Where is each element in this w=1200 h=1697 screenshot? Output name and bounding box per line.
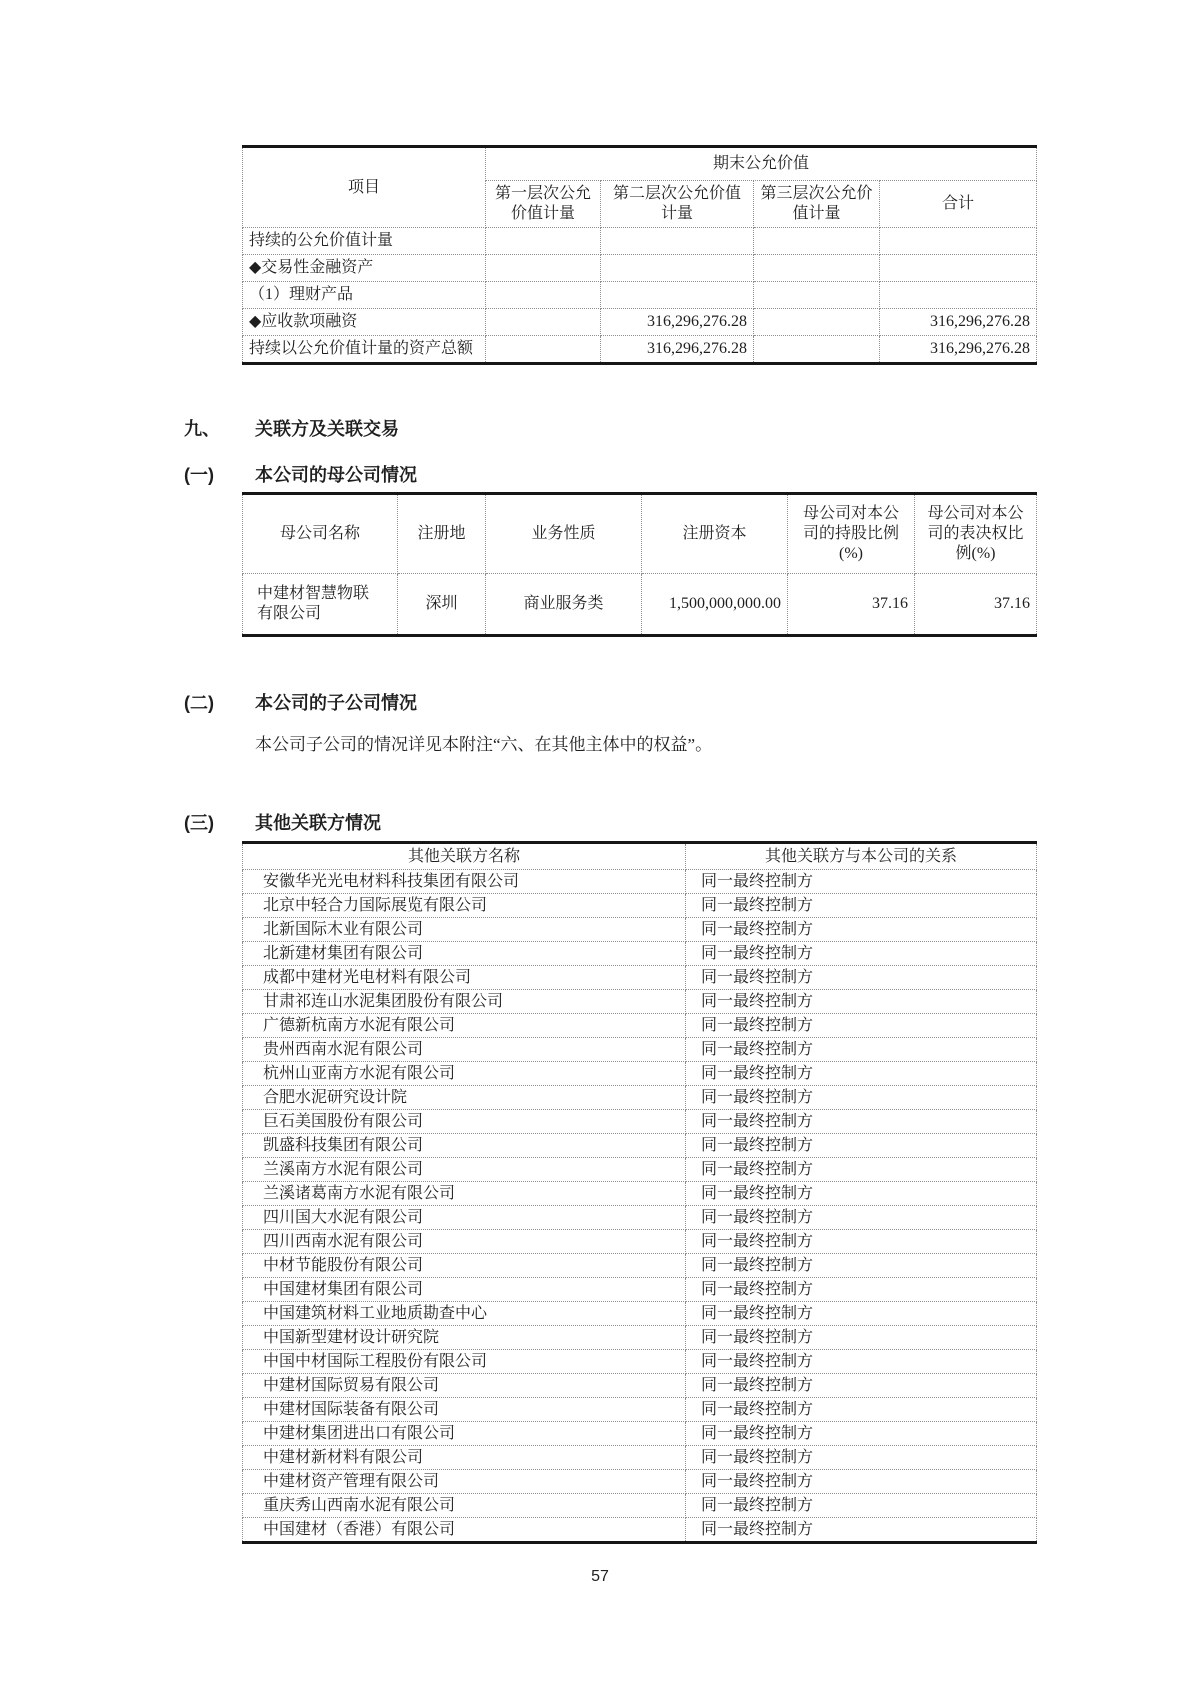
table-row	[243, 228, 1037, 255]
related-party-relation-cell: 同一最终控制方	[686, 894, 1037, 918]
section-two-number: (二)	[184, 693, 214, 713]
value-cell	[880, 228, 1037, 255]
row-label-cell: ◆交易性金融资产	[243, 255, 486, 282]
table-row	[243, 942, 1037, 966]
related-party-name-cell: 中建材国际贸易有限公司	[243, 1374, 686, 1398]
section-nine-title: 关联方及关联交易	[255, 419, 399, 439]
value-cell	[754, 255, 880, 282]
table-row	[243, 1422, 1037, 1446]
value-cell	[754, 228, 880, 255]
value-cell: 316,296,276.28	[601, 309, 754, 336]
section-three-number: (三)	[184, 813, 214, 833]
related-party-relation-cell: 同一最终控制方	[686, 1494, 1037, 1518]
section-one-heading	[184, 463, 1036, 487]
table-row	[243, 309, 1037, 336]
table-row	[243, 574, 1037, 636]
related-party-name-cell: 巨石美国股份有限公司	[243, 1110, 686, 1134]
related-party-relation-cell: 同一最终控制方	[686, 1230, 1037, 1254]
row-label-cell: ◆应收款项融资	[243, 309, 486, 336]
related-party-name-cell: 中建材集团进出口有限公司	[243, 1422, 686, 1446]
column-header-registered-capital: 注册资本	[642, 494, 788, 574]
related-party-relation-cell: 同一最终控制方	[686, 1134, 1037, 1158]
related-party-relation-cell: 同一最终控制方	[686, 1038, 1037, 1062]
shareholding-ratio-cell: 37.16	[788, 574, 915, 636]
value-cell	[880, 282, 1037, 309]
table-row	[243, 1350, 1037, 1374]
fair-value-table	[242, 145, 1037, 365]
related-party-name-cell: 中国新型建材设计研究院	[243, 1326, 686, 1350]
value-cell	[486, 309, 601, 336]
related-party-rows	[243, 843, 1037, 1543]
table-row	[243, 1062, 1037, 1086]
related-party-relation-cell: 同一最终控制方	[686, 918, 1037, 942]
related-party-relation-cell: 同一最终控制方	[686, 1302, 1037, 1326]
table-row	[243, 1326, 1037, 1350]
value-cell	[486, 336, 601, 364]
related-party-name-cell: 中国建材（香港）有限公司	[243, 1518, 686, 1543]
table-row	[243, 1038, 1037, 1062]
related-party-relation-cell: 同一最终控制方	[686, 1110, 1037, 1134]
table-row	[243, 1518, 1037, 1543]
table-row	[243, 1494, 1037, 1518]
voting-ratio-cell: 37.16	[915, 574, 1037, 636]
table-row	[243, 1134, 1037, 1158]
section-two-title: 本公司的子公司情况	[255, 693, 417, 713]
related-party-relation-cell: 同一最终控制方	[686, 1278, 1037, 1302]
table-row	[243, 1230, 1037, 1254]
table-row	[243, 966, 1037, 990]
table-row	[243, 1446, 1037, 1470]
related-party-relation-cell: 同一最终控制方	[686, 1086, 1037, 1110]
related-party-name-cell: 中建材新材料有限公司	[243, 1446, 686, 1470]
related-party-name-cell: 中国建筑材料工业地质勘查中心	[243, 1302, 686, 1326]
related-party-relation-cell: 同一最终控制方	[686, 1062, 1037, 1086]
value-cell: 316,296,276.28	[880, 309, 1037, 336]
related-party-name-cell: 兰溪诸葛南方水泥有限公司	[243, 1182, 686, 1206]
subsidiary-note-text: 本公司子公司的情况详见本附注“六、在其他主体中的权益”。	[255, 735, 713, 754]
table-row	[243, 282, 1037, 309]
related-party-relation-cell: 同一最终控制方	[686, 1374, 1037, 1398]
related-party-name-cell: 北新国际木业有限公司	[243, 918, 686, 942]
related-party-name-cell: 北新建材集团有限公司	[243, 942, 686, 966]
column-header-item: 项目	[243, 147, 486, 228]
related-party-name-cell: 重庆秀山西南水泥有限公司	[243, 1494, 686, 1518]
related-party-name-cell: 中建材资产管理有限公司	[243, 1470, 686, 1494]
value-cell	[754, 336, 880, 364]
related-party-name-cell: 四川国大水泥有限公司	[243, 1206, 686, 1230]
related-party-name-cell: 安徽华光光电材料科技集团有限公司	[243, 870, 686, 894]
related-party-name-cell: 甘肃祁连山水泥集团股份有限公司	[243, 990, 686, 1014]
column-header-shareholding-ratio: 母公司对本公司的持股比例(%)	[788, 494, 915, 574]
table-row	[243, 1278, 1037, 1302]
column-header-related-relation: 其他关联方与本公司的关系	[686, 843, 1037, 870]
value-cell	[601, 255, 754, 282]
span-header-period-end-fair-value: 期末公允价值	[486, 147, 1037, 181]
related-party-name-cell: 杭州山亚南方水泥有限公司	[243, 1062, 686, 1086]
table-row	[243, 1158, 1037, 1182]
related-party-name-cell: 贵州西南水泥有限公司	[243, 1038, 686, 1062]
table-row	[243, 894, 1037, 918]
related-party-relation-cell: 同一最终控制方	[686, 1014, 1037, 1038]
table-row	[243, 1254, 1037, 1278]
related-party-relation-cell: 同一最终控制方	[686, 1182, 1037, 1206]
value-cell: 316,296,276.28	[601, 336, 754, 364]
table-row	[243, 255, 1037, 282]
table-row	[243, 1014, 1037, 1038]
row-label-cell: （1）理财产品	[243, 282, 486, 309]
value-cell	[601, 282, 754, 309]
section-one-number: (一)	[184, 465, 214, 485]
table-row	[243, 1302, 1037, 1326]
table-row	[243, 870, 1037, 894]
related-party-name-cell: 中建材国际装备有限公司	[243, 1398, 686, 1422]
related-party-relation-cell: 同一最终控制方	[686, 942, 1037, 966]
related-party-relation-cell: 同一最终控制方	[686, 1158, 1037, 1182]
column-header-related-name: 其他关联方名称	[243, 843, 686, 870]
related-party-relation-cell: 同一最终控制方	[686, 1446, 1037, 1470]
registered-place-cell: 深圳	[398, 574, 486, 636]
table-row	[243, 336, 1037, 364]
column-header-registered-place: 注册地	[398, 494, 486, 574]
value-cell	[880, 255, 1037, 282]
related-party-relation-cell: 同一最终控制方	[686, 1206, 1037, 1230]
section-three-heading	[184, 811, 1036, 835]
row-label-cell: 持续的公允价值计量	[243, 228, 486, 255]
section-nine-heading	[184, 417, 1036, 441]
section-three-title: 其他关联方情况	[255, 813, 381, 833]
value-cell: 316,296,276.28	[880, 336, 1037, 364]
page-number: 57	[591, 1568, 609, 1585]
column-header-level2: 第二层次公允价值计量	[601, 181, 754, 228]
related-party-name-cell: 中国建材集团有限公司	[243, 1278, 686, 1302]
related-party-relation-cell: 同一最终控制方	[686, 966, 1037, 990]
related-party-name-cell: 合肥水泥研究设计院	[243, 1086, 686, 1110]
table-row	[243, 1086, 1037, 1110]
related-party-name-cell: 成都中建材光电材料有限公司	[243, 966, 686, 990]
related-party-name-cell: 中国中材国际工程股份有限公司	[243, 1350, 686, 1374]
related-party-relation-cell: 同一最终控制方	[686, 1422, 1037, 1446]
value-cell	[486, 228, 601, 255]
related-party-relation-cell: 同一最终控制方	[686, 1350, 1037, 1374]
table-header-row	[243, 843, 1037, 870]
table-row	[243, 1374, 1037, 1398]
related-party-table	[242, 841, 1037, 1544]
related-party-name-cell: 北京中轻合力国际展览有限公司	[243, 894, 686, 918]
registered-capital-cell: 1,500,000,000.00	[642, 574, 788, 636]
related-party-name-cell: 四川西南水泥有限公司	[243, 1230, 686, 1254]
related-party-name-cell: 中材节能股份有限公司	[243, 1254, 686, 1278]
table-row	[243, 1110, 1037, 1134]
value-cell	[754, 282, 880, 309]
table-row	[243, 147, 1037, 181]
parent-company-table	[242, 492, 1037, 637]
column-header-total: 合计	[880, 181, 1037, 228]
column-header-business-nature: 业务性质	[486, 494, 642, 574]
table-header-row	[243, 494, 1037, 574]
table-row	[243, 1470, 1037, 1494]
section-two-heading	[184, 691, 1036, 715]
table-row	[243, 990, 1037, 1014]
value-cell	[601, 228, 754, 255]
related-party-relation-cell: 同一最终控制方	[686, 870, 1037, 894]
related-party-name-cell: 兰溪南方水泥有限公司	[243, 1158, 686, 1182]
related-party-relation-cell: 同一最终控制方	[686, 1254, 1037, 1278]
row-label-cell: 持续以公允价值计量的资产总额	[243, 336, 486, 364]
column-header-level1: 第一层次公允价值计量	[486, 181, 601, 228]
related-party-relation-cell: 同一最终控制方	[686, 1326, 1037, 1350]
section-one-title: 本公司的母公司情况	[255, 465, 417, 485]
value-cell	[486, 255, 601, 282]
related-party-relation-cell: 同一最终控制方	[686, 1518, 1037, 1543]
table-row	[243, 918, 1037, 942]
column-header-parent-name: 母公司名称	[243, 494, 398, 574]
column-header-level3: 第三层次公允价值计量	[754, 181, 880, 228]
related-party-name-cell: 广德新杭南方水泥有限公司	[243, 1014, 686, 1038]
column-header-voting-ratio: 母公司对本公司的表决权比例(%)	[915, 494, 1037, 574]
value-cell	[754, 309, 880, 336]
section-nine-number: 九、	[184, 419, 220, 439]
business-nature-cell: 商业服务类	[486, 574, 642, 636]
table-row	[243, 1206, 1037, 1230]
related-party-relation-cell: 同一最终控制方	[686, 1398, 1037, 1422]
related-party-relation-cell: 同一最终控制方	[686, 990, 1037, 1014]
parent-name-cell: 中建材智慧物联有限公司	[243, 574, 398, 636]
table-row	[243, 1398, 1037, 1422]
related-party-name-cell: 凯盛科技集团有限公司	[243, 1134, 686, 1158]
table-row	[243, 1182, 1037, 1206]
related-party-relation-cell: 同一最终控制方	[686, 1470, 1037, 1494]
value-cell	[486, 282, 601, 309]
